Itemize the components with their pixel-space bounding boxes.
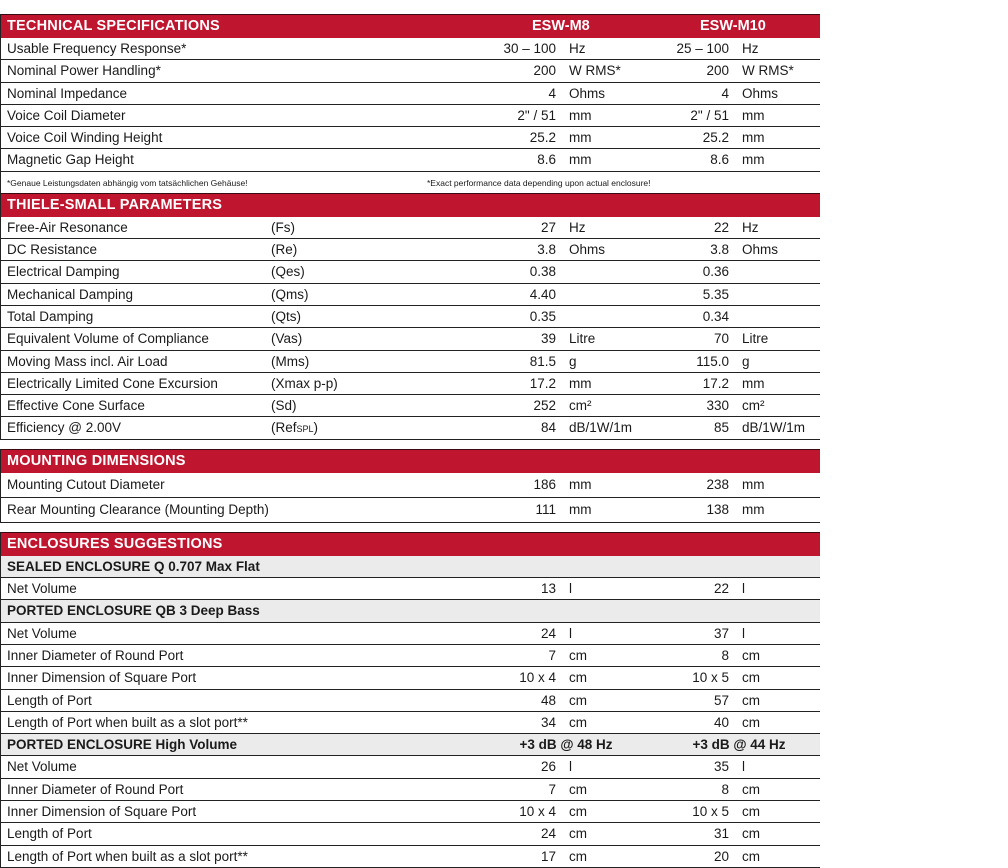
table-row [1, 823, 820, 845]
table-row [1, 239, 820, 261]
esw-m10-unit: Hz [742, 219, 759, 235]
row-label: Length of Port when built as a slot port** [7, 848, 248, 864]
esw-m10-value: 8.6 [710, 152, 729, 168]
esw-m8-unit: cm² [569, 398, 592, 414]
symbol-text: (Ref [271, 420, 297, 436]
esw-m8-value: 0.35 [529, 308, 556, 324]
esw-m8-unit: l [569, 581, 572, 597]
model-header-esw-m10: ESW-M10 [700, 18, 766, 34]
esw-m8-value: 111 [535, 501, 556, 517]
esw-m8-value: 4 [548, 85, 556, 101]
table-row [1, 261, 820, 283]
esw-m8-unit: cm [569, 781, 587, 797]
section-title: THIELE-SMALL PARAMETERS [7, 196, 223, 213]
esw-m8-value: 3.8 [537, 242, 556, 258]
esw-m8-value: 17.2 [529, 375, 556, 391]
esw-m10-value: 57 [713, 692, 729, 708]
symbol-close: ) [313, 420, 319, 436]
esw-m10-unit: mm [742, 375, 765, 391]
esw-m8-value: 39 [540, 331, 556, 347]
esw-m8-value: 27 [540, 219, 556, 235]
subsection-title: PORTED ENCLOSURE High Volume [7, 737, 238, 753]
esw-m10-value: 70 [713, 331, 729, 347]
table-row [1, 83, 820, 105]
esw-m8-value: 200 [533, 63, 556, 79]
parameter-symbol [271, 398, 297, 413]
thiele-small-section [0, 193, 820, 440]
esw-m8-unit: mm [569, 107, 592, 123]
table-row [1, 779, 820, 801]
esw-m8-value: 252 [533, 398, 556, 414]
esw-m10-value: 330 [706, 398, 729, 414]
esw-m10-unit: cm [742, 647, 760, 663]
esw-m8-value: 30 – 100 [503, 41, 556, 56]
esw-m8-value: 17 [540, 848, 556, 864]
esw-m8-value: 26 [540, 759, 556, 775]
esw-m10-unit: Ohms [742, 242, 779, 258]
table-row [1, 306, 820, 328]
section-header [1, 449, 820, 473]
esw-m8-unit: cm [569, 804, 587, 820]
table-row [1, 127, 820, 149]
esw-m10-unit: mm [742, 107, 765, 123]
esw-m8-unit: l [569, 759, 572, 775]
esw-m10-unit: cm² [742, 398, 765, 414]
esw-m8-unit: l [569, 625, 572, 641]
esw-m10-unit: l [742, 581, 745, 597]
esw-m10-value: 200 [706, 63, 729, 79]
table-row [1, 623, 820, 645]
esw-m8-value: 10 x 4 [519, 804, 556, 820]
esw-m8-unit: Hz [569, 41, 586, 56]
subsection-title: SEALED ENCLOSURE Q 0.707 Max Flat [7, 558, 260, 574]
row-label: Electrical Damping [7, 264, 120, 280]
subsection-title: PORTED ENCLOSURE QB 3 Deep Bass [7, 603, 260, 619]
esw-m8-value: 24 [540, 625, 556, 641]
parameter-symbol [271, 309, 301, 324]
footnote-german: *Genaue Leistungsdaten abhängig vom tatsächlichen Gehäuse! [7, 177, 248, 188]
esw-m8-value: 10 x 4 [519, 670, 556, 686]
esw-m10-value: 22 [713, 581, 729, 597]
esw-m10-value: 10 x 5 [692, 804, 729, 820]
enclosures-suggestions-section [0, 532, 820, 868]
esw-m10-unit: l [742, 759, 745, 775]
esw-m8-value: 48 [540, 692, 556, 708]
esw-m10-value: 4 [721, 85, 729, 101]
esw-m10-unit: l [742, 625, 745, 641]
row-label: Efficiency @ 2.00V [7, 420, 122, 436]
esw-m8-unit: mm [569, 375, 592, 391]
row-label: Effective Cone Surface [7, 398, 145, 414]
section-header [1, 14, 820, 38]
row-label: Mounting Cutout Diameter [7, 476, 165, 492]
row-label: Magnetic Gap Height [7, 152, 134, 168]
row-label: Voice Coil Diameter [7, 107, 126, 123]
symbol-text: (Sd) [271, 398, 297, 414]
section-title: TECHNICAL SPECIFICATIONS [7, 18, 220, 34]
row-label: Length of Port when built as a slot port** [7, 714, 248, 730]
section-title: ENCLOSURES SUGGESTIONS [7, 535, 223, 552]
esw-m8-unit: cm [569, 647, 587, 663]
esw-m10-value: 85 [713, 420, 729, 436]
row-label: Usable Frequency Response* [7, 41, 187, 56]
section-header [1, 193, 820, 217]
parameter-symbol [271, 287, 309, 302]
esw-m10-unit: g [742, 353, 750, 369]
row-label: Net Volume [7, 625, 77, 641]
mounting-dimensions-section [0, 449, 820, 523]
table-row [1, 217, 820, 239]
symbol-text: (Qms) [271, 286, 309, 302]
esw-m8-value: 13 [540, 581, 556, 597]
row-label: DC Resistance [7, 242, 98, 258]
esw-m8-value: 25.2 [529, 130, 556, 146]
esw-m10-unit: cm [742, 826, 760, 842]
table-row [1, 417, 820, 439]
row-label: Free-Air Resonance [7, 219, 128, 235]
row-label: Net Volume [7, 581, 77, 597]
parameter-symbol [271, 354, 309, 369]
parameter-symbol [271, 420, 318, 435]
esw-m10-unit: Litre [742, 331, 769, 347]
table-row [1, 395, 820, 417]
esw-m10-unit: cm [742, 848, 760, 864]
table-row [1, 690, 820, 712]
table-row [1, 284, 820, 306]
esw-m10-value: 0.34 [702, 308, 729, 324]
table-row [1, 756, 820, 778]
footnote-english: *Exact performance data depending upon actual enclosure! [427, 177, 651, 188]
esw-m10-value: 40 [713, 714, 729, 730]
row-label: Inner Dimension of Square Port [7, 670, 197, 686]
technical-specifications-section [0, 14, 820, 193]
esw-m10-unit: W RMS* [742, 63, 794, 79]
esw-m10-value: 22 [713, 219, 729, 235]
section-header [1, 532, 820, 556]
esw-m8-value: 7 [548, 647, 556, 663]
esw-m8-unit: dB/1W/1m [569, 420, 633, 436]
table-row [1, 351, 820, 373]
esw-m8-unit: Litre [569, 331, 596, 347]
esw-m10-value: 8 [721, 647, 729, 663]
esw-m8-value: 4.40 [529, 286, 556, 302]
spec-sheet [0, 14, 820, 868]
esw-m10-unit: cm [742, 670, 760, 686]
esw-m10-value: 10 x 5 [692, 670, 729, 686]
table-row [1, 712, 820, 734]
row-label: Inner Diameter of Round Port [7, 647, 184, 663]
table-row [1, 498, 820, 523]
subsection-header-sealed [1, 556, 820, 578]
row-label: Rear Mounting Clearance (Mounting Depth) [7, 501, 269, 517]
row-label: Net Volume [7, 759, 77, 775]
table-row [1, 38, 820, 60]
esw-m8-value: 24 [540, 826, 556, 842]
row-label: Inner Dimension of Square Port [7, 804, 197, 820]
table-row [1, 105, 820, 127]
row-label: Inner Diameter of Round Port [7, 781, 184, 797]
parameter-symbol [271, 242, 297, 257]
esw-m10-value: 31 [713, 826, 729, 842]
esw-m10-value: 25.2 [702, 130, 729, 146]
esw-m10-unit: mm [742, 130, 765, 146]
row-label: Length of Port [7, 826, 92, 842]
esw-m10-value: 35 [713, 759, 729, 775]
esw-m8-unit: mm [569, 501, 592, 517]
row-label: Total Damping [7, 308, 94, 324]
parameter-symbol [271, 331, 302, 346]
esw-m8-unit: mm [569, 130, 592, 146]
table-row [1, 578, 820, 600]
table-row [1, 846, 820, 868]
table-row [1, 645, 820, 667]
esw-m10-unit: Hz [742, 41, 759, 56]
esw-m8-unit: cm [569, 692, 587, 708]
table-row [1, 60, 820, 82]
table-row [1, 328, 820, 350]
esw-m8-unit: cm [569, 670, 587, 686]
esw-m10-value: 5.35 [702, 286, 729, 302]
symbol-text: (Mms) [271, 353, 310, 369]
esw-m10-unit: mm [742, 501, 765, 517]
symbol-text: (Xmax p-p) [271, 375, 338, 391]
symbol-text: (Re) [271, 242, 298, 258]
row-label: Equivalent Volume of Compliance [7, 331, 209, 347]
esw-m8-value: 84 [540, 420, 556, 436]
esw-m8-unit: cm [569, 826, 587, 842]
esw-m10-value: 2" / 51 [690, 107, 729, 123]
esw-m8-unit: Ohms [569, 85, 606, 101]
esw-m8-value: 2" / 51 [517, 107, 556, 123]
row-label: Nominal Power Handling* [7, 63, 161, 79]
esw-m8-unit: mm [569, 476, 592, 492]
esw-m10-value: 238 [706, 476, 729, 492]
row-label: Moving Mass incl. Air Load [7, 353, 168, 369]
parameter-symbol [271, 376, 338, 391]
row-label: Nominal Impedance [7, 85, 128, 101]
esw-m8-unit: cm [569, 714, 587, 730]
row-label: Voice Coil Winding Height [7, 130, 163, 146]
row-label: Mechanical Damping [7, 286, 134, 302]
symbol-subscript: SPL [296, 424, 314, 435]
parameter-symbol [271, 264, 305, 279]
parameter-symbol [271, 220, 295, 235]
row-label: Electrically Limited Cone Excursion [7, 375, 218, 391]
symbol-text: (Qts) [271, 308, 301, 324]
esw-m10-value: 3.8 [710, 242, 729, 258]
esw-m10-unit: dB/1W/1m [742, 420, 806, 436]
esw-m8-value: 34 [540, 714, 556, 730]
esw-m10-unit: cm [742, 714, 760, 730]
esw-m10-unit: cm [742, 781, 760, 797]
esw-m8-value: 7 [548, 781, 556, 797]
table-row [1, 149, 820, 171]
esw-m8-value: 0.38 [529, 264, 556, 280]
esw-m10-unit: Ohms [742, 85, 779, 101]
esw-m8-unit: mm [569, 152, 592, 168]
esw-m10-unit: mm [742, 152, 765, 168]
table-row [1, 801, 820, 823]
esw-m10-value: 37 [713, 625, 729, 641]
high-volume-esw-m8-note: +3 dB @ 48 Hz [519, 737, 613, 753]
esw-m10-value: 0.36 [702, 264, 729, 280]
esw-m10-unit: cm [742, 804, 760, 820]
high-volume-esw-m10-note: +3 dB @ 44 Hz [692, 737, 786, 753]
esw-m8-unit: g [569, 353, 577, 369]
esw-m10-unit: cm [742, 692, 760, 708]
row-label: Length of Port [7, 692, 92, 708]
esw-m10-value: 8 [721, 781, 729, 797]
esw-m10-value: 115.0 [696, 353, 729, 369]
table-row [1, 667, 820, 689]
footnote-row [1, 172, 820, 193]
esw-m8-value: 8.6 [537, 152, 556, 168]
symbol-text: (Vas) [271, 331, 303, 347]
subsection-header-ported-high-volume [1, 734, 820, 756]
esw-m8-unit: Hz [569, 219, 586, 235]
esw-m10-value: 138 [706, 501, 729, 517]
esw-m8-value: 186 [533, 476, 556, 492]
model-header-esw-m8: ESW-M8 [532, 18, 590, 34]
section-title: MOUNTING DIMENSIONS [7, 452, 186, 469]
esw-m8-unit: Ohms [569, 242, 606, 258]
symbol-text: (Fs) [271, 219, 295, 235]
esw-m10-value: 17.2 [702, 375, 729, 391]
esw-m10-value: 25 – 100 [676, 41, 729, 56]
subsection-header-ported-deep-bass [1, 600, 820, 622]
esw-m8-value: 81.5 [529, 353, 556, 369]
esw-m10-value: 20 [713, 848, 729, 864]
esw-m8-unit: W RMS* [569, 63, 621, 79]
esw-m10-unit: mm [742, 476, 765, 492]
table-row [1, 373, 820, 395]
esw-m8-unit: cm [569, 848, 587, 864]
symbol-text: (Qes) [271, 264, 305, 280]
table-row [1, 473, 820, 498]
